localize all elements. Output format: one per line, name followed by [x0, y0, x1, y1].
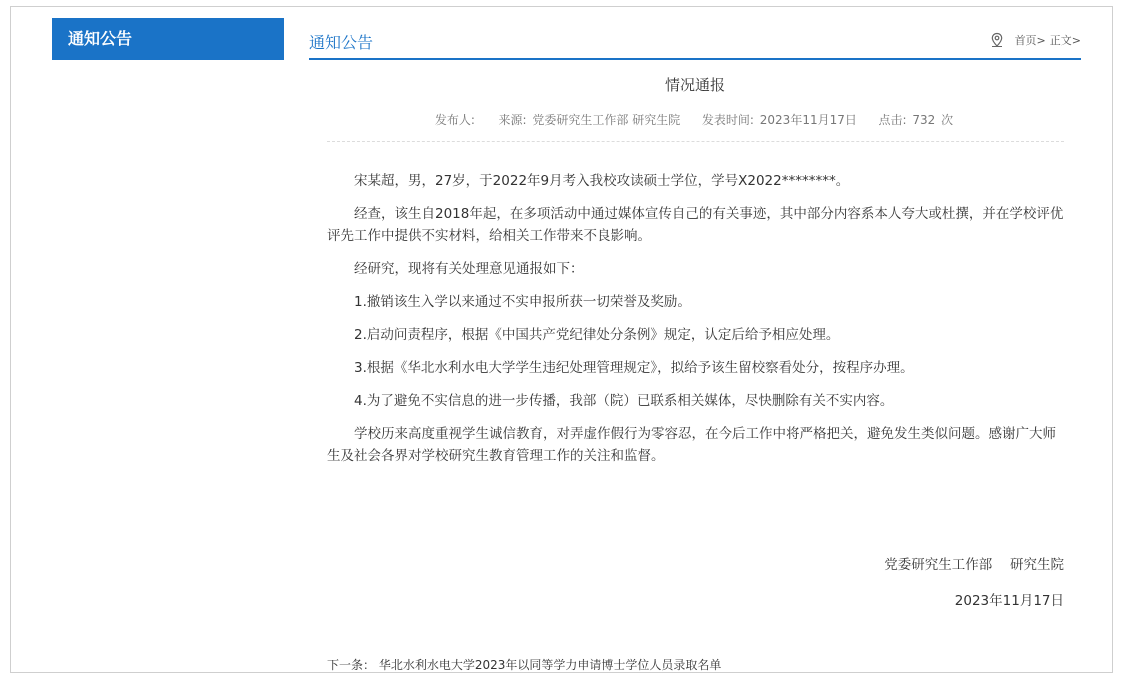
breadcrumb [989, 32, 1081, 48]
paragraph: 1.撤销该生入学以来通过不实申报所获一切荣誉及奖励。 [354, 294, 691, 310]
breadcrumb-current[interactable]: 正文> [1049, 34, 1081, 47]
breadcrumb-home[interactable]: 首页> [1014, 34, 1046, 47]
sidebar-title[interactable]: 通知公告 [52, 18, 284, 60]
paragraph: 宋某超，男，27岁，于2022年9月考入我校攻读硕士学位，学号X2022********。 [354, 173, 850, 189]
source-value: 党委研究生工作部 研究生院 [532, 113, 681, 127]
signature-issuer: 党委研究生工作部 研究生院 [884, 557, 1064, 573]
paragraph: 3.根据《华北水利水电大学学生违纪处理管理规定》，拟给予该生留校察看处分，按程序办理。 [354, 360, 914, 376]
meta-divider [327, 141, 1064, 142]
section-title: 通知公告 [309, 33, 374, 52]
clicks-value: 732 [912, 113, 936, 127]
paragraph: 2.启动问责程序，根据《中国共产党纪律处分条例》规定，认定后给予相应处理。 [354, 327, 840, 343]
time-value: 2023年11月17日 [759, 113, 857, 127]
article-title: 情况通报 [664, 76, 725, 94]
clicks-unit: 次 [941, 113, 954, 127]
paragraph: 4.为了避免不实信息的进一步传播，我部（院）已联系相关媒体，尽快删除有关不实内容。 [354, 393, 894, 409]
next-article [327, 656, 721, 673]
signature-date: 2023年11月17日 [954, 593, 1064, 609]
paragraph: 经查，该生自2018年起，在多项活动中通过媒体宣传自己的有关事迹，其中部分内容系本人夸大或杜撰，并在学校评优评先工作中提供不实材料，给相关工作带来不良影响。 [327, 206, 1064, 244]
next-label: 下一条： [327, 658, 376, 672]
paragraph: 经研究，现将有关处理意见通报如下： [354, 261, 584, 277]
next-article-link[interactable]: 华北水利水电大学2023年以同等学力申请博士学位人员录取名单 [378, 658, 722, 672]
clicks-label: 点击: [878, 113, 907, 127]
publisher-label: 发布人: [434, 113, 475, 127]
time-label: 发表时间: [701, 113, 754, 127]
source-label: 来源: [498, 113, 527, 127]
article-meta [309, 111, 1081, 128]
location-pin-icon [989, 32, 1005, 48]
content-header [309, 18, 1081, 60]
article-signature [884, 555, 1064, 611]
article-body [327, 170, 1064, 478]
paragraph: 学校历来高度重视学生诚信教育，对弄虚作假行为零容忍，在今后工作中将严格把关，避免发生类似问题。感谢广大师生及社会各界对学校研究生教育管理工作的关注和监督。 [327, 426, 1056, 464]
